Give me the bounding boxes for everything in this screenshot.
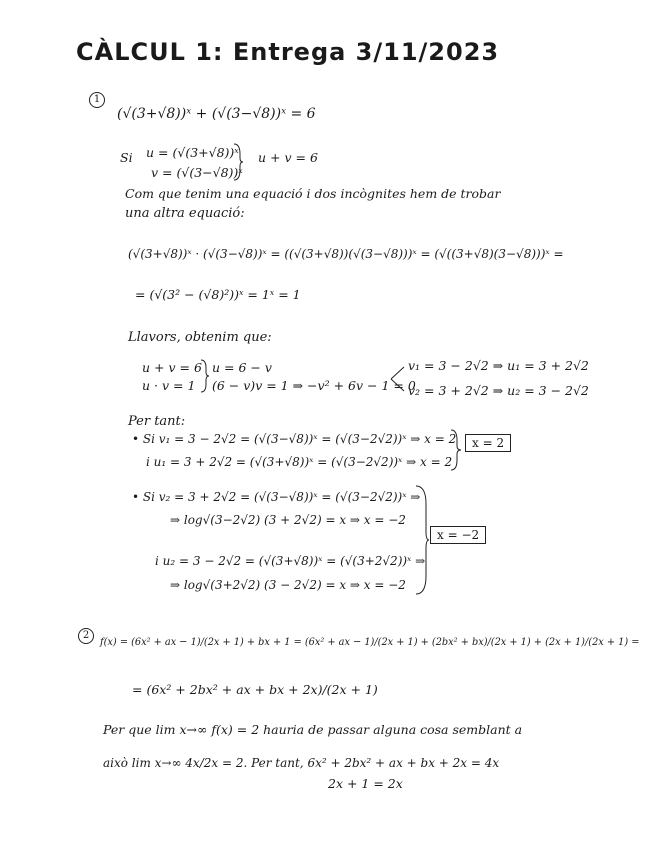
problem-2-number: 2 <box>78 628 94 644</box>
p1-case-2-brace <box>414 484 430 596</box>
p1-system-brace <box>200 358 210 394</box>
p1-roots-fork <box>390 364 406 394</box>
p2-text-line-2: això lim x→∞ 4x/2x = 2. Per tant, 6x² + 2bx² + ax + bx + 2x = 4x <box>103 756 500 770</box>
p1-system-eq-4: (6 − v)v = 1 ⇒ −v² + 6v − 1 = 0 <box>212 378 416 393</box>
p1-case-1b: i u₁ = 3 + 2√2 = (√(3+√8))ˣ = (√(3−2√2))ˣ ⇒ x = 2 <box>146 455 453 469</box>
p1-product-line-2: = (√(3² − (√8)²))ˣ = 1ˣ = 1 <box>135 287 301 302</box>
p1-text-line-4: Per tant: <box>128 414 186 429</box>
p1-answer-2: x = −2 <box>430 526 486 544</box>
p1-case-2a: • Si v₂ = 3 + 2√2 = (√(3−√8))ˣ = (√(3−2√2))ˣ ⇒ <box>132 490 421 504</box>
p1-text-line-1: Com que tenim una equació i dos incògnites hem de trobar <box>125 186 501 201</box>
p1-substitution-brace <box>232 142 244 182</box>
p2-text-line-3: 2x + 1 = 2x <box>328 776 403 791</box>
p1-case-2c: i u₂ = 3 − 2√2 = (√(3+√8))ˣ = (√(3+2√2))ˣ ⇒ <box>155 554 426 568</box>
p1-case-2d: ⇒ log√(3+2√2) (3 − 2√2) = x ⇒ x = −2 <box>170 578 406 592</box>
p1-root-1: v₁ = 3 − 2√2 ⇒ u₁ = 3 + 2√2 <box>408 358 589 373</box>
p1-text-line-3: Llavors, obtenim que: <box>128 330 272 345</box>
p1-case-2b: ⇒ log√(3−2√2) (3 + 2√2) = x ⇒ x = −2 <box>170 513 406 527</box>
p1-product-line-1: (√(3+√8))ˣ · (√(3−√8))ˣ = ((√(3+√8))(√(3−√8)))ˣ = (√((3+√8)(3−√8)))ˣ = <box>128 247 564 261</box>
p1-case-1-brace <box>450 428 462 472</box>
p1-system-eq-2: u · v = 1 <box>142 378 196 393</box>
problem-1-number: 1 <box>89 92 105 108</box>
p1-text-line-2: una altra equació: <box>125 206 245 221</box>
p1-main-equation: (√(3+√8))ˣ + (√(3−√8))ˣ = 6 <box>117 106 316 122</box>
p1-substitution-v: v = (√(3−√8))ˣ <box>151 165 243 180</box>
p1-case-1a: • Si v₁ = 3 − 2√2 = (√(3−√8))ˣ = (√(3−2√2))ˣ ⇒ x = 2 <box>132 432 457 446</box>
p1-substitution-label: Si <box>120 150 133 165</box>
p2-equation-1: f(x) = (6x² + ax − 1)/(2x + 1) + bx + 1 = (6x² + ax − 1)/(2x + 1) + (2bx² + bx)/(2x + 1) + (2x + 1)/(2x + 1) = <box>100 636 640 648</box>
p1-system-eq-3: u = 6 − v <box>212 360 272 375</box>
p1-root-2: v₂ = 3 + 2√2 ⇒ u₂ = 3 − 2√2 <box>408 383 589 398</box>
p1-answer-1: x = 2 <box>465 434 511 452</box>
p2-equation-2: = (6x² + 2bx² + ax + bx + 2x)/(2x + 1) <box>132 682 378 697</box>
p1-substitution-sum: u + v = 6 <box>258 150 318 165</box>
page-title: CÀLCUL 1: Entrega 3/11/2023 <box>76 38 500 66</box>
p1-system-eq-1: u + v = 6 <box>142 360 202 375</box>
p2-text-line-1: Per que lim x→∞ f(x) = 2 hauria de passar alguna cosa semblant a <box>103 722 523 737</box>
p1-substitution-u: u = (√(3+√8))ˣ <box>146 145 239 160</box>
